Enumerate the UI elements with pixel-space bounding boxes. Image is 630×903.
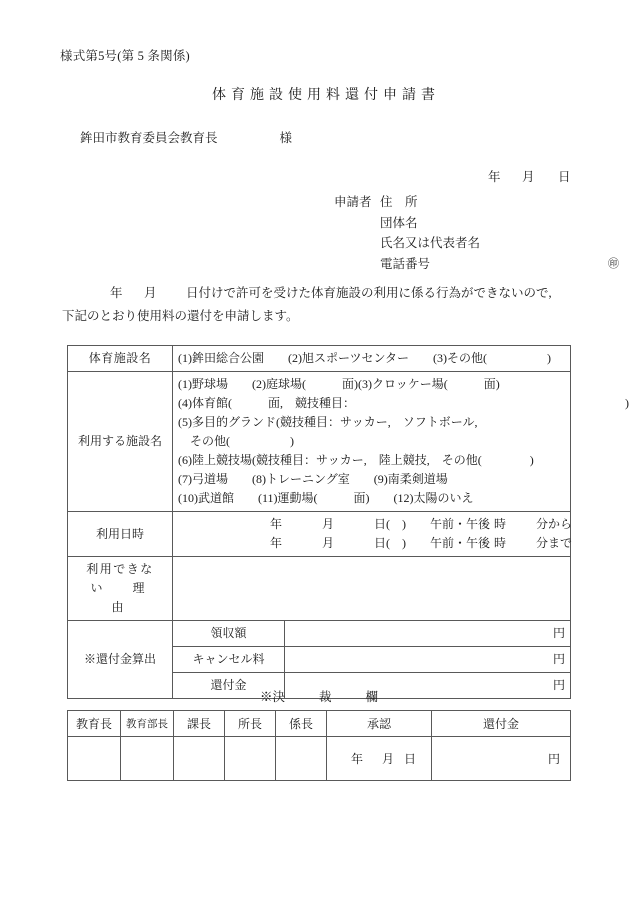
datetime-to-month: 月: [322, 536, 335, 550]
body-year-label: 年: [110, 286, 123, 300]
refund-unit-0: 円: [553, 626, 566, 640]
reason-label-line-2: い 理 由: [90, 581, 175, 614]
approval-cell-shocho[interactable]: [225, 737, 276, 781]
approval-date-month: 月: [381, 752, 394, 766]
table-row-used-facility: [68, 372, 571, 512]
facility-line-6-text: (7)弓道場 (8)トレーニング室 (9)南柔剣道場: [178, 472, 448, 486]
approval-cell-date[interactable]: [327, 737, 432, 781]
applicant-name-label: 氏名又は代表者名: [380, 236, 481, 250]
approval-title-part-3: 欄: [365, 690, 379, 704]
applicant-organization-label: 団体名: [380, 215, 418, 230]
datetime-to-ampm: 午前・午後: [430, 536, 491, 550]
refund-unit-1: 円: [553, 652, 566, 666]
approval-col-refund: 還付金: [432, 711, 571, 737]
applicant-address-label: 住 所: [380, 195, 418, 209]
facility-line-5-text: (6)陸上競技場(競技種目：サッカー, 陸上競技, その他( ): [178, 453, 534, 467]
reason-value[interactable]: [173, 557, 571, 621]
table-row-reason: [68, 557, 571, 621]
seal-icon: ㊞: [608, 257, 619, 270]
body-month-label: 月: [144, 286, 157, 300]
refund-row-value-0[interactable]: [285, 621, 571, 647]
facility-line-2[interactable]: (4)体育館( 面, 競技種目： ): [178, 396, 629, 410]
datetime-value[interactable]: [173, 512, 571, 557]
facility-line-2-text: (4)体育館( 面, 競技種目：: [178, 396, 355, 410]
datetime-to-hour: 時: [494, 536, 507, 550]
application-table: [67, 345, 629, 699]
datetime-from-month: 月: [322, 517, 335, 531]
approval-col-shonin: 承認: [327, 711, 432, 737]
facility-line-7-text: (10)武道館 (11)運動場( 面) (12)太陽のいえ: [178, 491, 474, 505]
approval-section-title: [0, 687, 630, 705]
approval-title-part-1: ※決: [259, 690, 285, 704]
table-row-refund-receipt: [68, 621, 571, 647]
facility-line-6[interactable]: [178, 470, 565, 489]
approval-table: [67, 710, 571, 781]
facility-name-label: 体育施設名: [68, 346, 173, 372]
datetime-to-day: 日( ): [374, 536, 406, 550]
table-row-facility-name: [68, 346, 571, 372]
body-line-2: 下記のとおり使用料の還付を申請します。: [62, 309, 299, 323]
addressee-line: [80, 128, 292, 146]
datetime-from-day: 日( ): [374, 517, 406, 531]
body-statement: [62, 282, 572, 328]
application-date-line: [488, 167, 571, 185]
approval-header-row: [68, 711, 571, 737]
reason-label-line-1: 利用できな: [86, 562, 154, 576]
datetime-from-year: 年: [270, 517, 283, 531]
addressee-name: 鉾田市教育委員会教育長: [80, 131, 218, 145]
facility-line-1-text: (1)野球場 (2)庭球場( 面)(3)クロッケー場( 面): [178, 377, 500, 391]
used-facility-label: 利用する施設名: [68, 372, 173, 512]
approval-data-row: [68, 737, 571, 781]
date-year-label: 年: [488, 170, 501, 184]
datetime-row-to[interactable]: [178, 534, 573, 553]
date-month-label: 月: [522, 170, 535, 184]
applicant-label: 申請者: [334, 195, 372, 209]
applicant-block: [334, 192, 619, 274]
applicant-phone-label: 電話番号: [380, 256, 431, 271]
facility-name-options[interactable]: (1)鉾田総合公園 (2)旭スポーツセンター (3)その他( ): [173, 346, 571, 372]
approval-col-kakaricho: 係長: [276, 711, 327, 737]
approval-col-shocho: 所長: [225, 711, 276, 737]
approval-refund-unit: 円: [547, 752, 560, 766]
used-facility-options[interactable]: [173, 372, 629, 512]
refund-row-label-1: キャンセル料: [173, 647, 285, 673]
datetime-label: 利用日時: [68, 512, 173, 557]
body-line-1: 日付けで許可を受けた体育施設の利用に係る行為ができないので,: [186, 286, 552, 300]
applicant-phone-row: [380, 254, 619, 275]
approval-cell-kakaricho[interactable]: [276, 737, 327, 781]
approval-cell-kyoikucho[interactable]: [68, 737, 121, 781]
approval-title-part-2: 裁: [318, 690, 332, 704]
facility-line-5[interactable]: [178, 451, 565, 470]
datetime-to-year: 年: [270, 536, 283, 550]
page-title: 体育施設使用料還付申請書: [212, 88, 440, 103]
form-number: 様式第5号(第 5 条関係): [60, 49, 190, 63]
datetime-to-minute: 分まで: [536, 536, 573, 550]
approval-col-kyoikubucho: 教育部長: [121, 711, 174, 737]
datetime-from-hour: 時: [494, 517, 507, 531]
applicant-organization-row: [380, 213, 480, 234]
facility-line-3-text: (5)多目的グランド(競技種目：サッカー, ソフトボール,: [178, 415, 478, 429]
datetime-from-ampm: 午前・午後: [430, 517, 491, 531]
approval-col-kacho: 課長: [174, 711, 225, 737]
facility-line-4-text: その他( ): [190, 434, 294, 448]
approval-date-day: 日: [403, 752, 416, 766]
facility-line-7[interactable]: [178, 489, 565, 508]
datetime-from-minute: 分から: [536, 517, 573, 531]
applicant-address-row: [380, 192, 480, 213]
datetime-row-from[interactable]: [178, 515, 573, 534]
applicant-name-row: [380, 233, 480, 254]
table-row-datetime: [68, 512, 571, 557]
facility-line-1[interactable]: [178, 375, 565, 394]
approval-cell-kyoikubucho[interactable]: [121, 737, 174, 781]
refund-row-label-0: 領収額: [173, 621, 285, 647]
approval-cell-refund[interactable]: [432, 737, 571, 781]
refund-unit-2: 円: [553, 678, 566, 692]
approval-col-kyoikucho: 教育長: [68, 711, 121, 737]
facility-line-4[interactable]: [178, 432, 565, 451]
refund-calc-label: ※還付金算出: [68, 621, 173, 699]
approval-cell-kacho[interactable]: [174, 737, 225, 781]
date-day-label: 日: [558, 170, 571, 184]
reason-label: [68, 557, 173, 621]
refund-row-label-2: 還付金: [173, 673, 285, 699]
approval-date-year: 年: [350, 752, 363, 766]
addressee-honorific: 様: [279, 131, 293, 145]
facility-line-3[interactable]: [178, 413, 565, 432]
refund-row-value-1[interactable]: [285, 647, 571, 673]
